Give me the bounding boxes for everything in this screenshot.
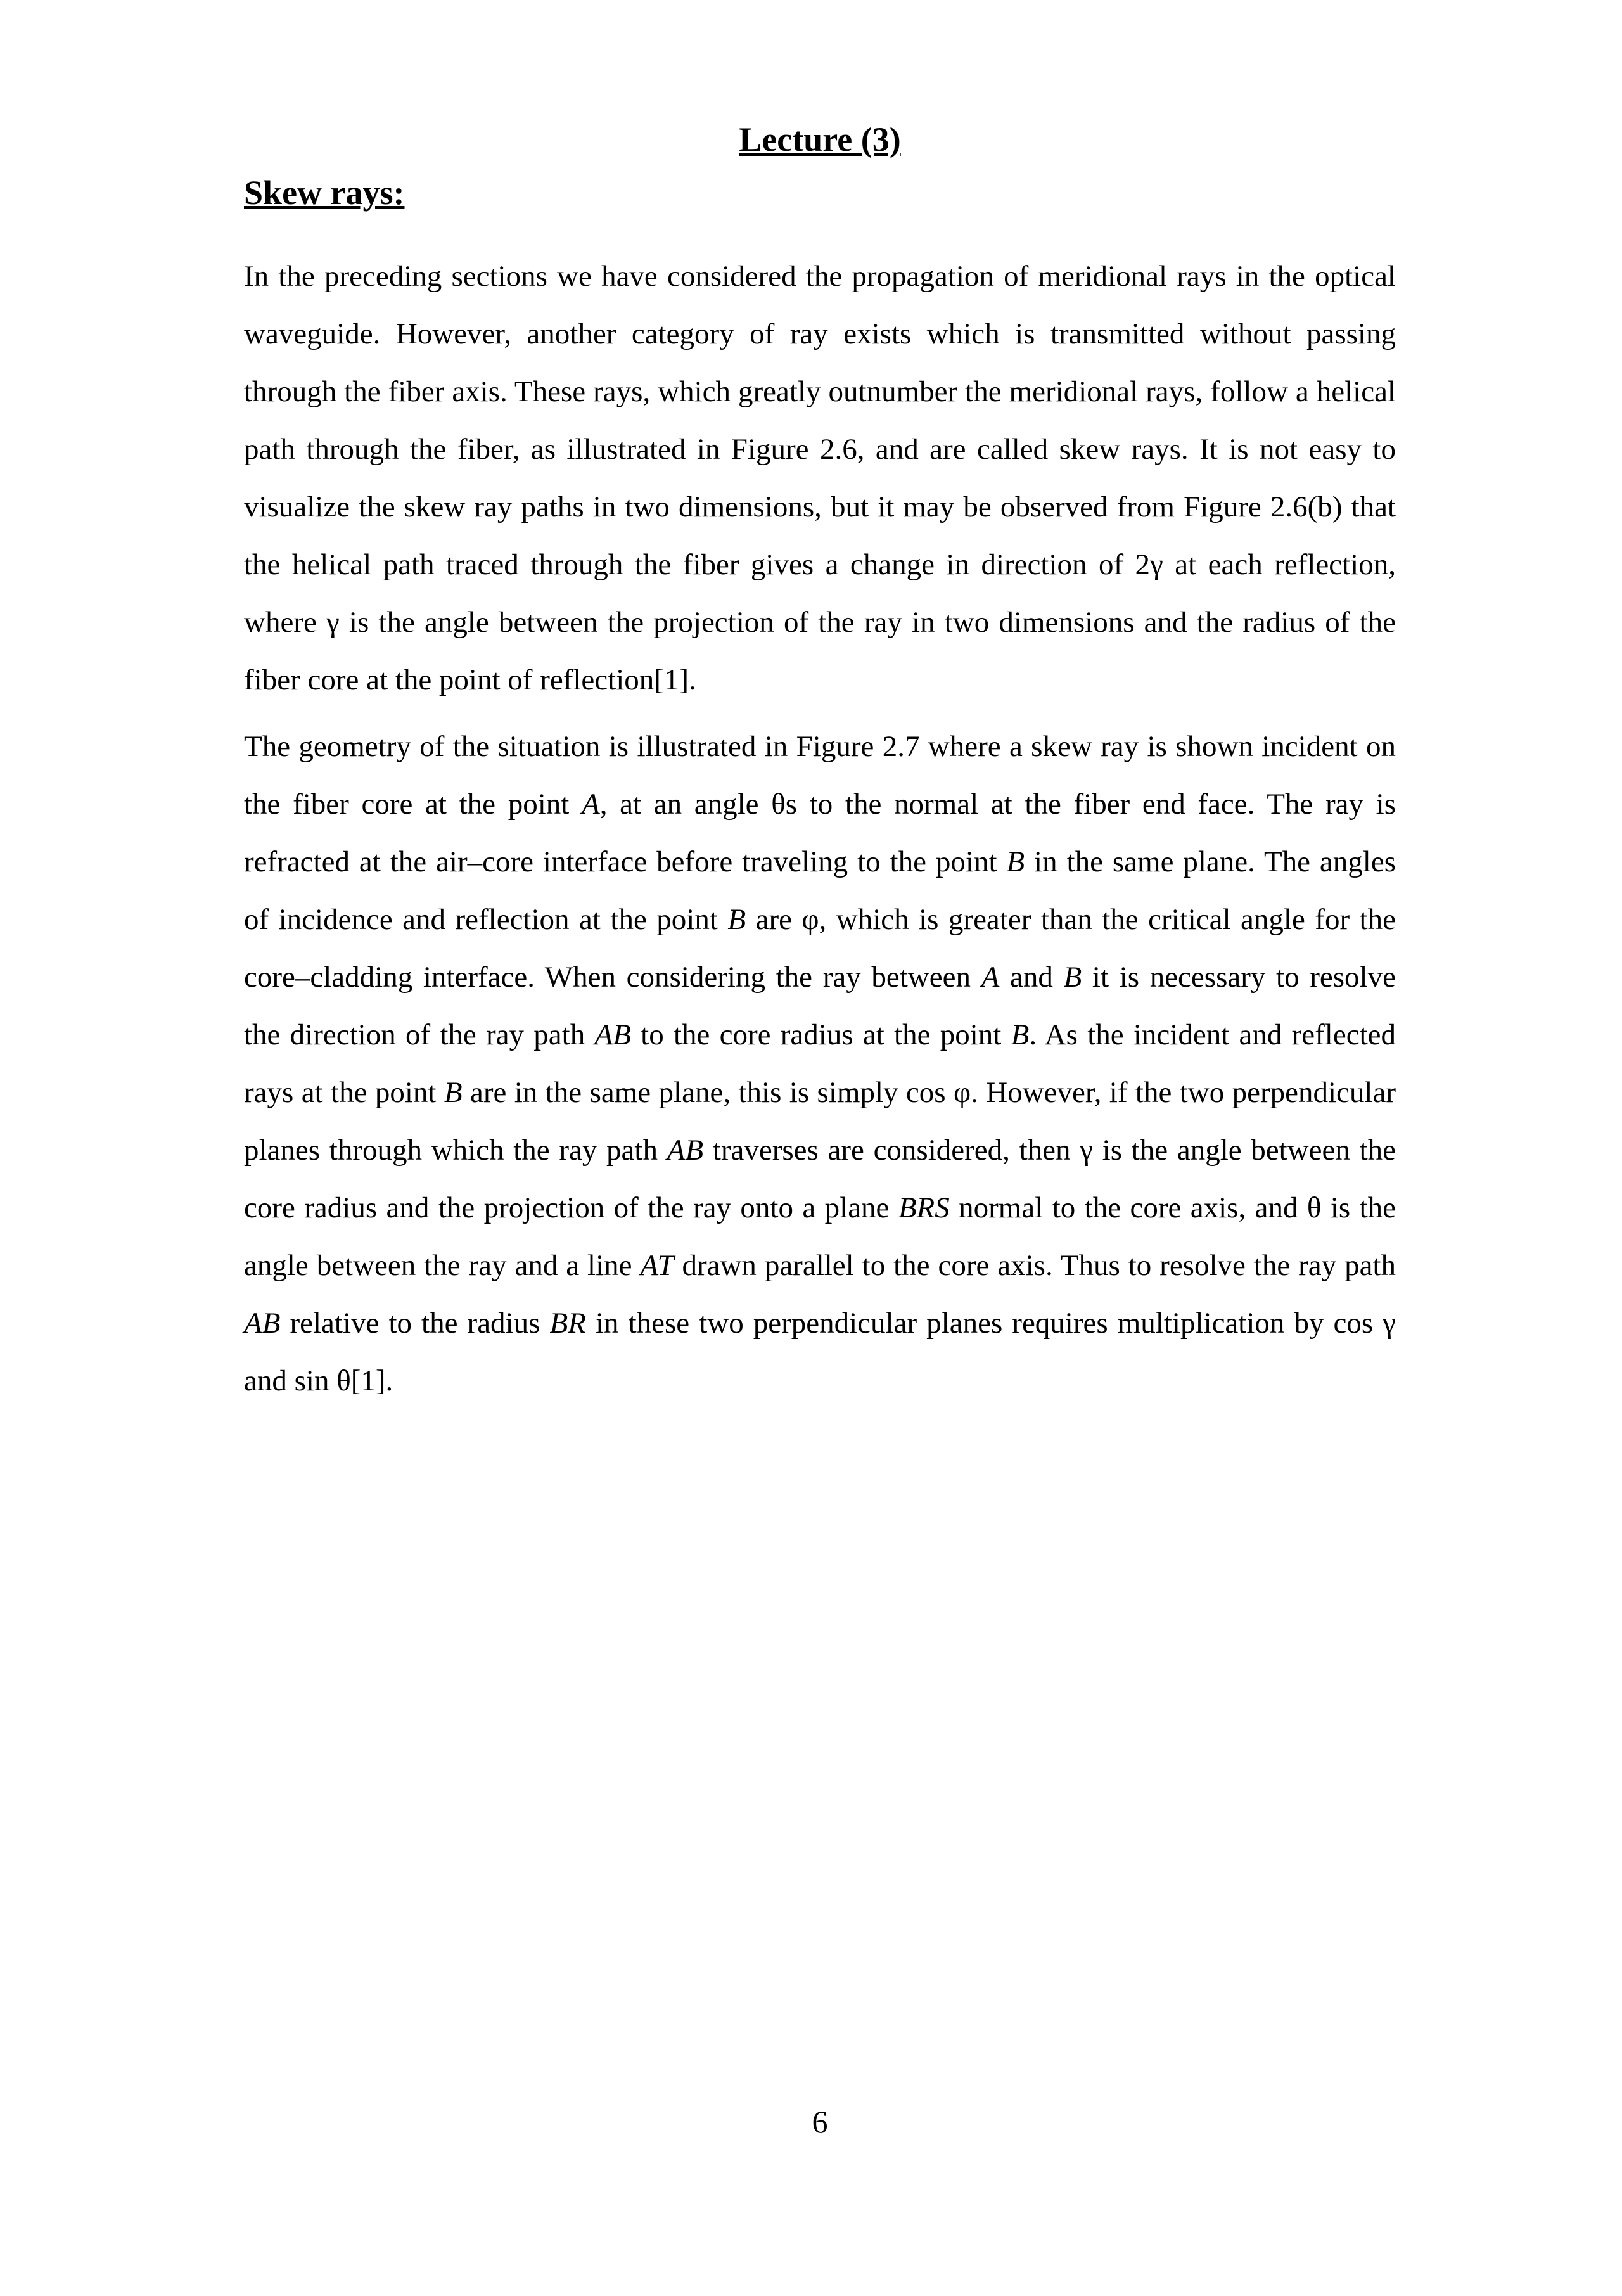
- paragraph-skew-ray-geometry: The geometry of the situation is illustrated in Figure 2.7 where a skew ray is shown incident on the fiber core at the point A, at an angle θs to the normal at the fiber end face. The ray is refracted at the air–core interface before traveling to the point B in the same plane. The angles of incidence and reflection at the point B are φ, which is greater than the critical angle for the core–cladding interface. When considering the ray between A and B it is necessary to resolve the direction of the ray path AB to the core radius at the point B. As the incident and reflected rays at the point B are in the same plane, this is simply cos φ. However, if the two perpendicular planes through which the ray path AB traverses are considered, then γ is the angle between the core radius and the projection of the ray onto a plane BRS normal to the core axis, and θ is the angle between the ray and a line AT drawn parallel to the core axis. Thus to resolve the ray path AB relative to the radius BR in these two perpendicular planes requires multiplication by cos γ and sin θ[1].: [244, 730, 1396, 1397]
- page-number: 6: [812, 2104, 828, 2139]
- paragraph-skew-rays-intro: In the preceding sections we have considered the propagation of meridional rays in the optical waveguide. However, another category of ray exists which is transmitted without passing through the fiber axis. These rays, which greatly outnumber the meridional rays, follow a helical path through the fiber, as illustrated in Figure 2.6, and are called skew rays. It is not easy to visualize the skew ray paths in two dimensions, but it may be observed from Figure 2.6(b) that the helical path traced through the fiber gives a change in direction of 2γ at each reflection, where γ is the angle between the projection of the ray in two dimensions and the radius of the fiber core at the point of reflection[1].: [244, 260, 1396, 696]
- page-title: Lecture (3): [739, 120, 901, 158]
- section-heading-skew-rays: Skew rays:: [244, 174, 405, 212]
- document-content: [244, 117, 1396, 1410]
